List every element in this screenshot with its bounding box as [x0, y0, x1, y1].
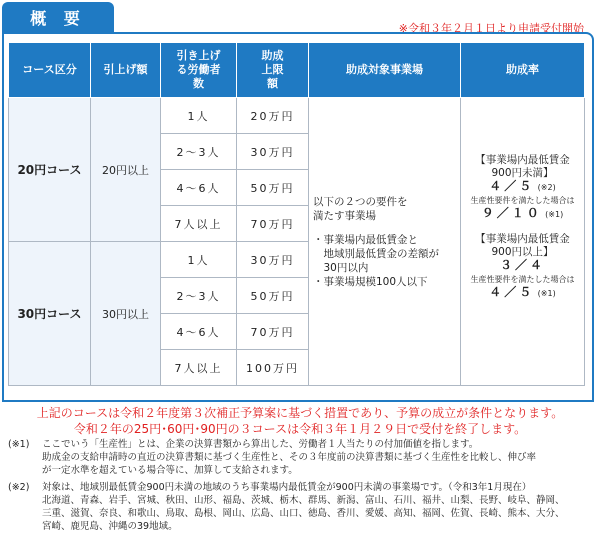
budget-condition: 上記のコースは令和２年度第３次補正予算案に基づく措置であり、予算の成立が条件となります。	[36, 406, 564, 420]
limit-cell: 30万円	[237, 134, 309, 170]
course-name: 30円コース	[9, 242, 91, 386]
footnotes	[8, 438, 594, 537]
header-course: コース区分	[9, 43, 91, 98]
header-target: 助成対象事業場	[309, 43, 461, 98]
workers-cell: 1人	[161, 242, 237, 278]
limit-cell: 70万円	[237, 206, 309, 242]
limit-cell: 100万円	[237, 350, 309, 386]
header-limit: 助成上限額	[237, 43, 309, 98]
course-end-notice: 令和２年の25円･60円･90円の３コースは令和３年１月２９日で受付を終了します。	[73, 422, 527, 436]
footnote: (※2) 対象は、地域別最低賃金900円未満の地域のうち事業場内最低賃金が900円未満の事業場です。（令和3年1月現在） 北海道、青森、岩手、宮城、秋田、山形、福島、茨城、栃木、群馬、新潟、富山、石川、福井、山梨、長野、岐阜、静岡、 三重、滋賀、奈良、和歌山、鳥取、島根、岡山、広島、山口、徳島、香川、愛媛、高知、福岡、佐賀、長崎、熊本、大分、 宮崎、鹿児島、沖縄の39地域。	[8, 482, 565, 532]
hike-amount: 20円以上	[91, 98, 161, 242]
limit-cell: 30万円	[237, 242, 309, 278]
subsidy-rate: 【事業場内最低賃金 900円未満】 ４／５ (※2) 生産性要件を満たした場合は ９／１０ (※1) 【事業場内最低賃金 900円以上】 ３／４ 生産性要件を満たした場合は ４／５ (※1)	[461, 98, 585, 386]
header-workers: 引き上げる労働者数	[161, 43, 237, 98]
target-requirements: 以下の２つの要件を 満たす事業場 ・事業場内最低賃金と 地域別最低賃金の差額が 30円以内 ・事業場規模100人以下	[309, 98, 461, 386]
workers-cell: 2〜3人	[161, 278, 237, 314]
section-title: 概 要	[2, 2, 114, 32]
limit-cell: 70万円	[237, 314, 309, 350]
subsidy-table	[8, 42, 585, 386]
workers-cell: 4〜6人	[161, 314, 237, 350]
footnote: (※1) ここでいう「生産性」とは、企業の決算書類から算出した、労働者１人当たりの付加価値を指します。 助成金の支給申請時の直近の決算書類に基づく生産性と、その３年度前の決算書類に基づく生産性を比較し、伸び率 が一定水準を超えている場合等に、加算して支給されます。	[8, 439, 537, 476]
workers-cell: 2〜3人	[161, 134, 237, 170]
limit-cell: 50万円	[237, 278, 309, 314]
workers-cell: 1人	[161, 98, 237, 134]
header-rate: 助成率	[461, 43, 585, 98]
workers-cell: 4〜6人	[161, 170, 237, 206]
hike-amount: 30円以上	[91, 242, 161, 386]
workers-cell: 7人以上	[161, 350, 237, 386]
workers-cell: 7人以上	[161, 206, 237, 242]
header-hike: 引上げ額	[91, 43, 161, 98]
course-name: 20円コース	[9, 98, 91, 242]
limit-cell: 50万円	[237, 170, 309, 206]
limit-cell: 20万円	[237, 98, 309, 134]
application-start-notice: ※令和３年２月１日より申請受付開始	[398, 22, 584, 35]
